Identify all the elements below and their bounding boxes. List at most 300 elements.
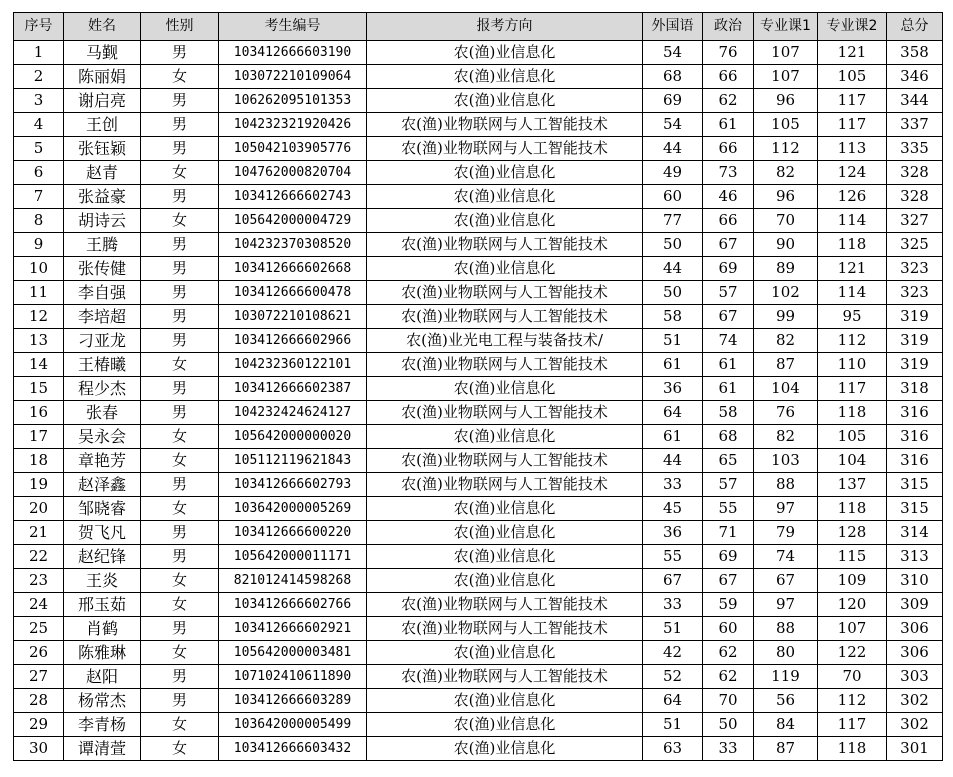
table-row (14, 593, 943, 617)
cell-major-2: 114 (818, 209, 887, 233)
cell-name: 王椿曦 (64, 353, 141, 377)
header-row (14, 13, 943, 41)
cell-direction: 农(渔)业物联网与人工智能技术 (367, 281, 643, 305)
cell-name: 赵阳 (64, 665, 141, 689)
cell-politics: 61 (703, 113, 754, 137)
cell-politics: 66 (703, 209, 754, 233)
cell-exam-id: 104232360122101 (219, 353, 367, 377)
cell-foreign-language: 64 (643, 689, 703, 713)
table-row (14, 209, 943, 233)
cell-direction: 农(渔)业信息化 (367, 161, 643, 185)
cell-politics: 66 (703, 65, 754, 89)
cell-exam-id: 104232370308520 (219, 233, 367, 257)
cell-politics: 62 (703, 89, 754, 113)
cell-direction: 农(渔)业信息化 (367, 209, 643, 233)
table-row (14, 473, 943, 497)
cell-major-2: 117 (818, 113, 887, 137)
cell-politics: 61 (703, 377, 754, 401)
cell-major-2: 117 (818, 713, 887, 737)
cell-direction: 农(渔)业物联网与人工智能技术 (367, 449, 643, 473)
cell-direction: 农(渔)业光电工程与装备技术/ (367, 329, 643, 353)
cell-major-1: 96 (754, 185, 818, 209)
cell-foreign-language: 50 (643, 281, 703, 305)
cell-foreign-language: 51 (643, 713, 703, 737)
cell-total: 358 (887, 41, 943, 65)
cell-name: 李青杨 (64, 713, 141, 737)
cell-total: 335 (887, 137, 943, 161)
cell-major-2: 117 (818, 377, 887, 401)
cell-gender: 女 (141, 449, 219, 473)
cell-foreign-language: 61 (643, 425, 703, 449)
cell-foreign-language: 69 (643, 89, 703, 113)
cell-direction: 农(渔)业信息化 (367, 377, 643, 401)
cell-name: 程少杰 (64, 377, 141, 401)
header-gender: 性别 (141, 13, 219, 41)
cell-name: 张益豪 (64, 185, 141, 209)
cell-politics: 68 (703, 425, 754, 449)
table-row (14, 281, 943, 305)
cell-major-2: 109 (818, 569, 887, 593)
cell-total: 328 (887, 161, 943, 185)
cell-politics: 33 (703, 737, 754, 761)
cell-seq: 9 (14, 233, 64, 257)
cell-total: 309 (887, 593, 943, 617)
cell-exam-id: 103412666602387 (219, 377, 367, 401)
cell-major-1: 87 (754, 737, 818, 761)
cell-seq: 1 (14, 41, 64, 65)
cell-major-1: 67 (754, 569, 818, 593)
cell-foreign-language: 36 (643, 377, 703, 401)
cell-major-2: 118 (818, 233, 887, 257)
table-row (14, 257, 943, 281)
cell-exam-id: 103642000005269 (219, 497, 367, 521)
cell-total: 346 (887, 65, 943, 89)
cell-gender: 男 (141, 113, 219, 137)
cell-major-2: 113 (818, 137, 887, 161)
cell-total: 319 (887, 353, 943, 377)
cell-seq: 11 (14, 281, 64, 305)
cell-direction: 农(渔)业物联网与人工智能技术 (367, 401, 643, 425)
cell-foreign-language: 50 (643, 233, 703, 257)
header-major-1: 专业课1 (754, 13, 818, 41)
cell-direction: 农(渔)业物联网与人工智能技术 (367, 593, 643, 617)
cell-politics: 67 (703, 569, 754, 593)
cell-foreign-language: 54 (643, 113, 703, 137)
cell-major-2: 126 (818, 185, 887, 209)
table-row (14, 161, 943, 185)
cell-major-2: 137 (818, 473, 887, 497)
cell-name: 杨常杰 (64, 689, 141, 713)
cell-foreign-language: 52 (643, 665, 703, 689)
cell-politics: 74 (703, 329, 754, 353)
cell-major-2: 110 (818, 353, 887, 377)
cell-politics: 67 (703, 233, 754, 257)
cell-politics: 69 (703, 257, 754, 281)
cell-major-2: 121 (818, 41, 887, 65)
cell-major-1: 96 (754, 89, 818, 113)
cell-seq: 2 (14, 65, 64, 89)
cell-direction: 农(渔)业信息化 (367, 89, 643, 113)
cell-exam-id: 103642000005499 (219, 713, 367, 737)
cell-exam-id: 103412666600478 (219, 281, 367, 305)
cell-gender: 男 (141, 665, 219, 689)
cell-politics: 73 (703, 161, 754, 185)
cell-politics: 69 (703, 545, 754, 569)
cell-gender: 男 (141, 689, 219, 713)
cell-gender: 男 (141, 281, 219, 305)
cell-exam-id: 105642000004729 (219, 209, 367, 233)
cell-direction: 农(渔)业信息化 (367, 737, 643, 761)
cell-name: 邢玉茹 (64, 593, 141, 617)
cell-gender: 男 (141, 545, 219, 569)
header-name: 姓名 (64, 13, 141, 41)
cell-exam-id: 103412666602966 (219, 329, 367, 353)
cell-foreign-language: 63 (643, 737, 703, 761)
cell-seq: 25 (14, 617, 64, 641)
cell-direction: 农(渔)业信息化 (367, 497, 643, 521)
cell-seq: 18 (14, 449, 64, 473)
header-total: 总分 (887, 13, 943, 41)
cell-total: 315 (887, 473, 943, 497)
cell-exam-id: 103412666602743 (219, 185, 367, 209)
cell-major-2: 118 (818, 737, 887, 761)
cell-exam-id: 103072210108621 (219, 305, 367, 329)
cell-major-1: 99 (754, 305, 818, 329)
cell-seq: 10 (14, 257, 64, 281)
cell-gender: 男 (141, 329, 219, 353)
cell-politics: 71 (703, 521, 754, 545)
cell-politics: 57 (703, 473, 754, 497)
table-row (14, 641, 943, 665)
table-row (14, 41, 943, 65)
cell-name: 王腾 (64, 233, 141, 257)
cell-seq: 21 (14, 521, 64, 545)
cell-total: 306 (887, 641, 943, 665)
cell-seq: 19 (14, 473, 64, 497)
cell-foreign-language: 77 (643, 209, 703, 233)
cell-direction: 农(渔)业信息化 (367, 65, 643, 89)
cell-seq: 13 (14, 329, 64, 353)
header-politics: 政治 (703, 13, 754, 41)
cell-major-1: 84 (754, 713, 818, 737)
cell-major-1: 70 (754, 209, 818, 233)
cell-major-1: 107 (754, 41, 818, 65)
cell-major-2: 121 (818, 257, 887, 281)
cell-politics: 57 (703, 281, 754, 305)
cell-major-1: 87 (754, 353, 818, 377)
cell-name: 谢启亮 (64, 89, 141, 113)
cell-major-2: 122 (818, 641, 887, 665)
cell-exam-id: 103072210109064 (219, 65, 367, 89)
cell-direction: 农(渔)业物联网与人工智能技术 (367, 473, 643, 497)
cell-name: 谭清萱 (64, 737, 141, 761)
cell-major-1: 88 (754, 617, 818, 641)
table-row (14, 569, 943, 593)
cell-total: 302 (887, 689, 943, 713)
cell-exam-id: 103412666603289 (219, 689, 367, 713)
cell-direction: 农(渔)业物联网与人工智能技术 (367, 233, 643, 257)
cell-foreign-language: 58 (643, 305, 703, 329)
table-row (14, 737, 943, 761)
cell-gender: 男 (141, 617, 219, 641)
cell-major-1: 97 (754, 497, 818, 521)
cell-foreign-language: 33 (643, 473, 703, 497)
cell-politics: 59 (703, 593, 754, 617)
table-row (14, 617, 943, 641)
cell-exam-id: 821012414598268 (219, 569, 367, 593)
cell-foreign-language: 67 (643, 569, 703, 593)
cell-gender: 男 (141, 473, 219, 497)
cell-total: 337 (887, 113, 943, 137)
cell-foreign-language: 55 (643, 545, 703, 569)
cell-foreign-language: 33 (643, 593, 703, 617)
cell-gender: 男 (141, 521, 219, 545)
cell-major-1: 119 (754, 665, 818, 689)
cell-seq: 3 (14, 89, 64, 113)
cell-seq: 24 (14, 593, 64, 617)
cell-exam-id: 103412666602668 (219, 257, 367, 281)
cell-gender: 女 (141, 65, 219, 89)
cell-name: 章艳芳 (64, 449, 141, 473)
cell-politics: 46 (703, 185, 754, 209)
cell-major-2: 95 (818, 305, 887, 329)
header-major-2: 专业课2 (818, 13, 887, 41)
cell-major-2: 114 (818, 281, 887, 305)
cell-seq: 6 (14, 161, 64, 185)
cell-politics: 58 (703, 401, 754, 425)
cell-exam-id: 104232321920426 (219, 113, 367, 137)
cell-name: 王炎 (64, 569, 141, 593)
cell-gender: 男 (141, 233, 219, 257)
cell-total: 302 (887, 713, 943, 737)
cell-major-1: 105 (754, 113, 818, 137)
header-direction: 报考方向 (367, 13, 643, 41)
cell-name: 张春 (64, 401, 141, 425)
cell-foreign-language: 44 (643, 137, 703, 161)
cell-direction: 农(渔)业物联网与人工智能技术 (367, 305, 643, 329)
cell-foreign-language: 60 (643, 185, 703, 209)
cell-total: 310 (887, 569, 943, 593)
cell-politics: 62 (703, 641, 754, 665)
cell-seq: 8 (14, 209, 64, 233)
cell-total: 325 (887, 233, 943, 257)
table-row (14, 401, 943, 425)
cell-direction: 农(渔)业物联网与人工智能技术 (367, 113, 643, 137)
cell-major-2: 112 (818, 329, 887, 353)
cell-exam-id: 104762000820704 (219, 161, 367, 185)
cell-major-2: 105 (818, 425, 887, 449)
cell-direction: 农(渔)业物联网与人工智能技术 (367, 665, 643, 689)
cell-exam-id: 105112119621843 (219, 449, 367, 473)
table-row (14, 353, 943, 377)
cell-name: 李自强 (64, 281, 141, 305)
cell-direction: 农(渔)业信息化 (367, 41, 643, 65)
cell-foreign-language: 51 (643, 617, 703, 641)
cell-seq: 27 (14, 665, 64, 689)
cell-direction: 农(渔)业信息化 (367, 521, 643, 545)
cell-foreign-language: 45 (643, 497, 703, 521)
cell-total: 319 (887, 305, 943, 329)
cell-gender: 男 (141, 185, 219, 209)
cell-major-1: 107 (754, 65, 818, 89)
cell-foreign-language: 64 (643, 401, 703, 425)
cell-total: 328 (887, 185, 943, 209)
cell-seq: 14 (14, 353, 64, 377)
cell-name: 赵泽鑫 (64, 473, 141, 497)
cell-name: 张钰颖 (64, 137, 141, 161)
cell-major-2: 120 (818, 593, 887, 617)
cell-name: 贺飞凡 (64, 521, 141, 545)
cell-gender: 男 (141, 377, 219, 401)
admissions-score-table (13, 12, 943, 761)
header-exam-id: 考生编号 (219, 13, 367, 41)
cell-politics: 60 (703, 617, 754, 641)
cell-exam-id: 106262095101353 (219, 89, 367, 113)
cell-major-1: 112 (754, 137, 818, 161)
cell-total: 323 (887, 257, 943, 281)
cell-direction: 农(渔)业信息化 (367, 689, 643, 713)
cell-direction: 农(渔)业信息化 (367, 713, 643, 737)
cell-name: 刁亚龙 (64, 329, 141, 353)
cell-name: 张传健 (64, 257, 141, 281)
cell-foreign-language: 61 (643, 353, 703, 377)
cell-politics: 65 (703, 449, 754, 473)
cell-name: 邹晓睿 (64, 497, 141, 521)
cell-seq: 5 (14, 137, 64, 161)
cell-gender: 男 (141, 41, 219, 65)
cell-name: 肖鹤 (64, 617, 141, 641)
cell-seq: 26 (14, 641, 64, 665)
cell-total: 314 (887, 521, 943, 545)
cell-name: 王创 (64, 113, 141, 137)
table-row (14, 329, 943, 353)
cell-politics: 76 (703, 41, 754, 65)
table-row (14, 689, 943, 713)
cell-major-1: 74 (754, 545, 818, 569)
cell-politics: 55 (703, 497, 754, 521)
cell-major-1: 89 (754, 257, 818, 281)
cell-name: 陈丽娟 (64, 65, 141, 89)
cell-major-2: 115 (818, 545, 887, 569)
table-row (14, 305, 943, 329)
cell-gender: 男 (141, 305, 219, 329)
cell-foreign-language: 68 (643, 65, 703, 89)
cell-politics: 62 (703, 665, 754, 689)
cell-major-2: 128 (818, 521, 887, 545)
cell-gender: 女 (141, 593, 219, 617)
cell-direction: 农(渔)业物联网与人工智能技术 (367, 137, 643, 161)
cell-seq: 22 (14, 545, 64, 569)
table-row (14, 137, 943, 161)
cell-major-2: 70 (818, 665, 887, 689)
cell-direction: 农(渔)业信息化 (367, 545, 643, 569)
cell-major-1: 102 (754, 281, 818, 305)
cell-politics: 50 (703, 713, 754, 737)
cell-foreign-language: 54 (643, 41, 703, 65)
cell-seq: 7 (14, 185, 64, 209)
cell-name: 赵青 (64, 161, 141, 185)
cell-direction: 农(渔)业物联网与人工智能技术 (367, 617, 643, 641)
cell-major-1: 82 (754, 425, 818, 449)
cell-gender: 女 (141, 425, 219, 449)
table-row (14, 113, 943, 137)
cell-name: 赵纪锋 (64, 545, 141, 569)
cell-gender: 女 (141, 209, 219, 233)
cell-foreign-language: 49 (643, 161, 703, 185)
cell-major-1: 104 (754, 377, 818, 401)
table-row (14, 665, 943, 689)
cell-major-2: 118 (818, 401, 887, 425)
cell-seq: 28 (14, 689, 64, 713)
cell-politics: 66 (703, 137, 754, 161)
cell-seq: 16 (14, 401, 64, 425)
cell-total: 313 (887, 545, 943, 569)
table-row (14, 497, 943, 521)
table-row (14, 89, 943, 113)
cell-direction: 农(渔)业信息化 (367, 569, 643, 593)
cell-gender: 男 (141, 89, 219, 113)
cell-exam-id: 105642000011171 (219, 545, 367, 569)
cell-exam-id: 103412666602921 (219, 617, 367, 641)
cell-seq: 4 (14, 113, 64, 137)
cell-gender: 女 (141, 497, 219, 521)
cell-politics: 61 (703, 353, 754, 377)
cell-total: 327 (887, 209, 943, 233)
cell-gender: 女 (141, 737, 219, 761)
cell-direction: 农(渔)业物联网与人工智能技术 (367, 353, 643, 377)
cell-exam-id: 107102410611890 (219, 665, 367, 689)
cell-name: 马觐 (64, 41, 141, 65)
cell-politics: 70 (703, 689, 754, 713)
header-seq: 序号 (14, 13, 64, 41)
table-row (14, 545, 943, 569)
cell-total: 303 (887, 665, 943, 689)
cell-major-1: 103 (754, 449, 818, 473)
cell-total: 344 (887, 89, 943, 113)
cell-gender: 女 (141, 569, 219, 593)
cell-foreign-language: 44 (643, 449, 703, 473)
cell-major-2: 118 (818, 497, 887, 521)
cell-total: 301 (887, 737, 943, 761)
table-row (14, 449, 943, 473)
cell-exam-id: 105642000000020 (219, 425, 367, 449)
cell-politics: 67 (703, 305, 754, 329)
cell-major-1: 80 (754, 641, 818, 665)
cell-seq: 15 (14, 377, 64, 401)
table-row (14, 377, 943, 401)
cell-exam-id: 103412666602793 (219, 473, 367, 497)
table-row (14, 521, 943, 545)
cell-major-1: 82 (754, 161, 818, 185)
cell-total: 306 (887, 617, 943, 641)
cell-gender: 男 (141, 257, 219, 281)
cell-seq: 12 (14, 305, 64, 329)
cell-seq: 20 (14, 497, 64, 521)
table-row (14, 65, 943, 89)
cell-exam-id: 103412666600220 (219, 521, 367, 545)
cell-exam-id: 103412666603190 (219, 41, 367, 65)
cell-gender: 女 (141, 641, 219, 665)
cell-total: 316 (887, 449, 943, 473)
cell-foreign-language: 44 (643, 257, 703, 281)
cell-foreign-language: 42 (643, 641, 703, 665)
cell-gender: 女 (141, 713, 219, 737)
cell-seq: 29 (14, 713, 64, 737)
cell-gender: 男 (141, 137, 219, 161)
cell-seq: 30 (14, 737, 64, 761)
cell-major-1: 79 (754, 521, 818, 545)
admissions-table-container (13, 12, 943, 761)
